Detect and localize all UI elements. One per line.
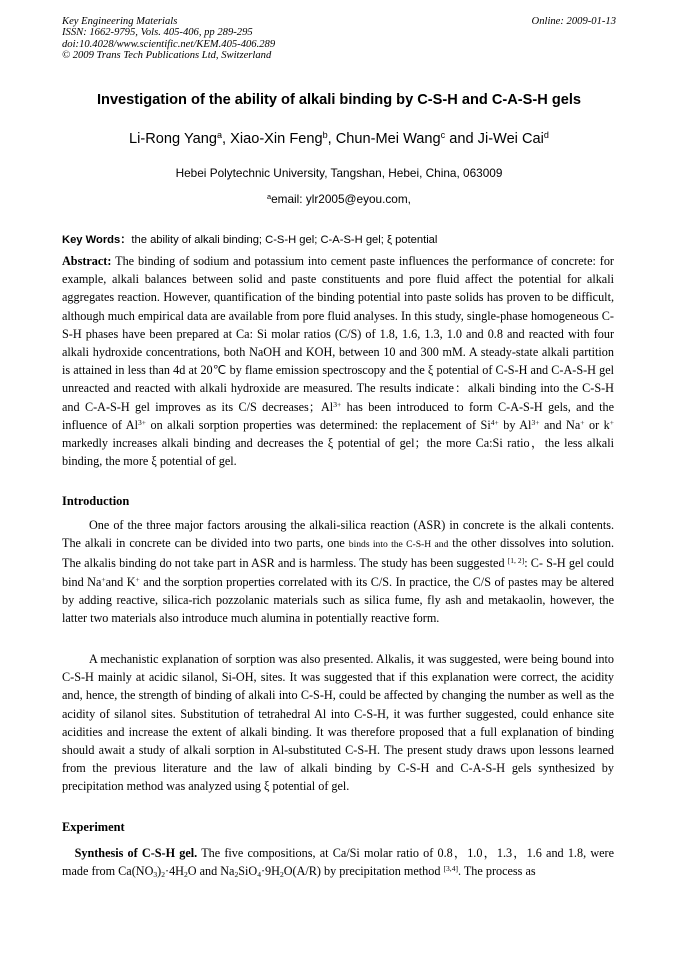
abstract-text: The binding of sodium and potassium into cement paste influences the performance of concrete: for example, alkali balances between solid and paste constituents and pore fluid affect the potential for alkali aggregates reaction. However, quantification of the binding potential into paste solids has proven to be difficult, although much empirical data are available from pore fluid analyses. In this study, single-phase homogeneous C-S-H phases have been prepared at Ca: Si molar ratios (C/S) of 1.8, 1.6, 1.3, 1.0 and 0.8 and reacted with four alkali hydroxide concentrations, both NaOH and KOH, between 10 and 300 mM. A steady-state alkali partition is attained in less than 4d at 20℃ by flame emission spectroscopy and the ξ potential of C-S-H and C-A-S-H gel unreacted and reacted with alkali hydroxide are measured. The results indicate：alkali binding into the C-S-H and C-A-S-H gel improves as its C/S decreases；Al <box>62 254 614 414</box>
author-sep: and <box>445 131 478 147</box>
author-mark: c <box>440 130 446 141</box>
author-sep: , <box>222 131 231 147</box>
abstract <box>62 252 614 470</box>
para-text: The five compositions, at Ca/Si molar ratio of 0.8，1.0，1.3，1.6 and 1.8, were made from Ca(NO <box>62 846 614 879</box>
issn-line: ISSN: 1662-9795, Vols. 405-406, pp 289-295 <box>62 27 253 39</box>
superscript: + <box>135 574 140 584</box>
subscript: 2 <box>161 870 166 880</box>
author-name: Xiao-Xin Feng <box>230 131 323 147</box>
superscript: 3+ <box>333 399 342 409</box>
email-mark: a <box>267 191 272 201</box>
para-text: the other dissolves into solution. The alkalis binding do not take part in ASR and is harmless. The study has been suggested <box>62 536 615 571</box>
superscript: + <box>580 417 585 427</box>
author-name: Li-Rong Yang <box>129 131 217 147</box>
experiment-paragraph <box>62 844 614 880</box>
para-text: and the sorption properties correlated with its C/S. In practice, the C/S of pastes may be altered by adding reactive, silica-rich pozzolanic materials such as silica fume, fly ash and metakaolin, however, the latter two materials also introduce much alumina in potentially reactive form. <box>62 574 614 626</box>
para-text: ) <box>157 864 162 879</box>
author-name: Ji-Wei Cai <box>477 131 544 147</box>
affiliation: Hebei Polytechnic University, Tangshan, Hebei, China, 063009 <box>175 166 503 180</box>
subscript: 3 <box>153 870 158 880</box>
email-text[interactable]: email: ylr2005@eyou.com, <box>271 192 411 206</box>
para-text: and K <box>105 574 136 589</box>
keywords <box>62 231 618 247</box>
subscript: 2 <box>234 870 239 880</box>
author-mark: b <box>322 130 328 141</box>
abstract-text: markedly increases alkali binding and decreases the ξ potential of gel；the more Ca:Si ratio，the less alkali binding, the more ξ potential of gel. <box>62 436 614 469</box>
superscript: 4+ <box>490 417 499 427</box>
para-text: ·4H <box>165 864 184 879</box>
abstract-text: and Na <box>539 417 581 432</box>
author-list <box>30 131 648 147</box>
section-heading-introduction: Introduction <box>62 494 130 508</box>
para-text: ·9H <box>261 864 280 879</box>
para-text: SiO <box>238 864 258 879</box>
abstract-text: has been introduced to form C-A-S-H gels, and the influence of Al <box>62 399 614 432</box>
intro-paragraph-2: A mechanistic explanation of sorption was also presented. Alkalis, it was suggested, were being bound into C-S-H mainly at acidic silanol, Si-OH, sites. It was suggested that if this explanation were correct, the acidity and, hence, the strength of binding of alkali into C-S-H, could be affected by changing the number as well as the acidity of silanol sites. Substitution of tetrahedral Al into C-S-H, it was further suggested, could enhance site acidities and increase the extent of alkali binding. It was therefore proposed that a full explanation of binding should await a study of alkali sorption in Al-substituted C-S-H. The present study draws upon lessons learned from the previous literature and the law of alkali binding by C-S-H and C-A-S-H gels synthesized by precipitation method was analyzed using ξ potential of gel. <box>62 652 614 794</box>
author-mark: d <box>543 130 549 141</box>
author-name: Chun-Mei Wang <box>335 131 441 147</box>
doi-line: doi:10.4028/www.scientific.net/KEM.405-406.289 <box>62 38 276 50</box>
para-text-small: binds into the C-S-H and <box>348 539 449 551</box>
keywords-label: Key Words： <box>62 234 132 246</box>
para-text: O and Na <box>187 864 235 879</box>
abstract-text: or k <box>584 417 610 432</box>
copyright-line: © 2009 Trans Tech Publications Ltd, Switzerland <box>62 50 272 62</box>
keywords-text: the ability of alkali binding; C-S-H gel; C-A-S-H gel; ξ potential <box>131 234 438 246</box>
subscript: 2 <box>279 870 284 880</box>
section-heading-experiment: Experiment <box>62 820 125 834</box>
superscript: 3+ <box>137 417 147 427</box>
citation-ref: [1, 2] <box>507 556 525 566</box>
para-text: . The process as <box>457 864 536 879</box>
abstract-text: by Al <box>498 417 532 432</box>
abstract-label: Abstract: <box>62 254 112 268</box>
abstract-text: on alkali sorption properties was determined: the replacement of Si <box>146 417 491 432</box>
superscript: 3+ <box>531 417 540 427</box>
author-sep: , <box>327 131 336 147</box>
superscript: + <box>609 417 614 427</box>
online-date: Online: 2009-01-13 <box>531 16 616 27</box>
subscript: 2 <box>183 870 188 880</box>
superscript: + <box>101 574 106 584</box>
paper-title: Investigation of the ability of alkali binding by C-S-H and C-A-S-H gels <box>96 92 582 108</box>
journal-name: Key Engineering Materials <box>62 16 178 27</box>
intro-paragraph-1 <box>62 516 614 627</box>
para-text: O(A/R) by precipitation method <box>283 864 444 879</box>
para-text: : C- S-H gel could bind Na <box>62 556 615 589</box>
para-text: One of the three major factors arousing the alkali-silica reaction (ASR) in concrete is the alkali contents. The alkali in concrete can be divided into two parts, one <box>62 518 614 551</box>
subscript: 4 <box>257 870 261 880</box>
journal-header <box>62 16 616 62</box>
subsection-heading: Synthesis of C-S-H gel. <box>74 846 198 860</box>
email-line <box>30 192 648 206</box>
citation-ref: [3,4] <box>443 864 458 874</box>
author-mark: a <box>216 130 222 141</box>
